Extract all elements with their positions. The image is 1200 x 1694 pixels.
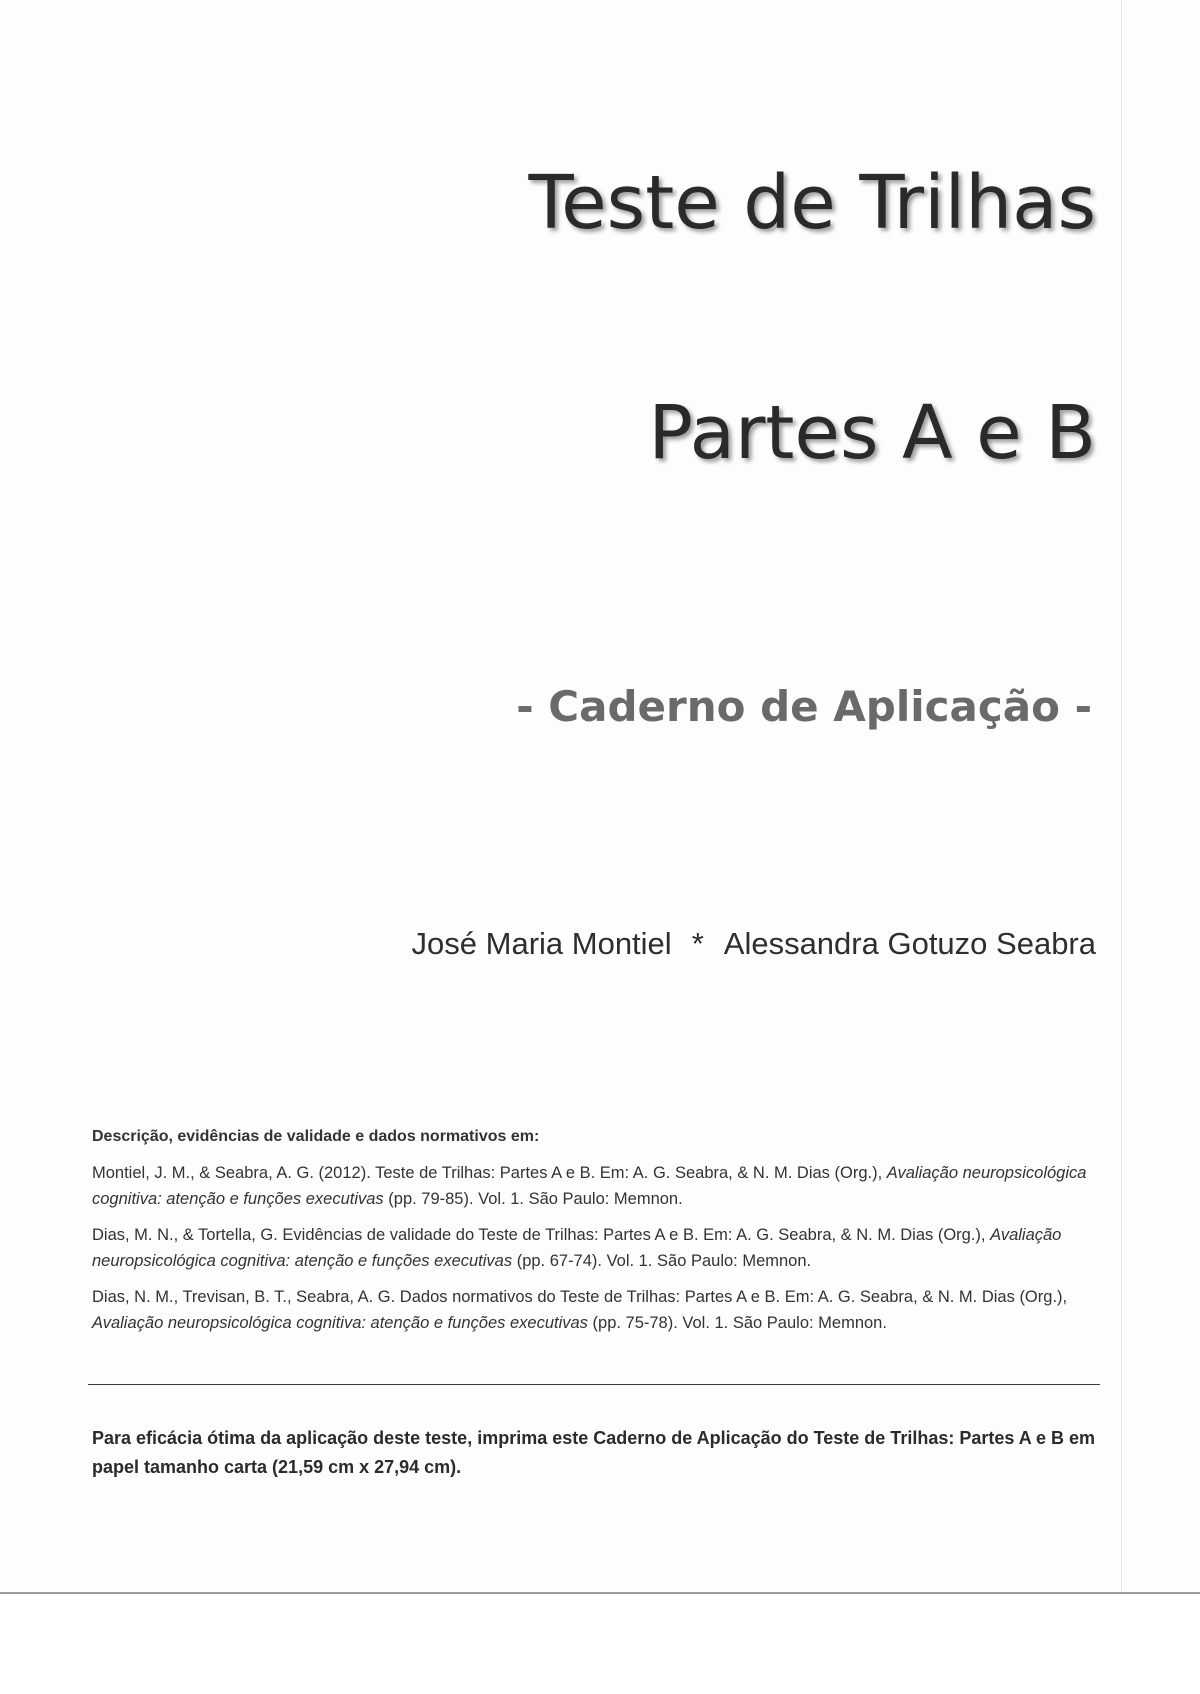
reference-text: (pp. 79-85). Vol. 1. São Paulo: Memnon.: [383, 1190, 683, 1208]
section-divider: [88, 1384, 1100, 1385]
page-edge-line: [1121, 0, 1122, 1600]
scan-margin: [0, 1594, 1200, 1694]
author-separator: *: [691, 926, 704, 961]
reference-book-title: Avaliação neuropsicológica cognitiva: atenção e funções executivas: [92, 1226, 1062, 1270]
document-title: Teste de Trilhas: [528, 160, 1096, 246]
reference-book-title: Avaliação neuropsicológica cognitiva: atenção e funções executivas: [92, 1164, 1087, 1208]
caderno-label: - Caderno de Aplicação -: [516, 682, 1092, 731]
reference-item: [92, 1284, 1102, 1336]
reference-text: Dias, M. N., & Tortella, G. Evidências de validade do Teste de Trilhas: Partes A e B. Em: A. G. Seabra, & N. M. Dias (Org.),: [92, 1226, 991, 1244]
authors-line: [412, 926, 1096, 962]
reference-item: [92, 1160, 1102, 1212]
author-second: Alessandra Gotuzo Seabra: [723, 926, 1096, 961]
reference-text: (pp. 67-74). Vol. 1. São Paulo: Memnon.: [512, 1252, 812, 1270]
reference-text: (pp. 75-78). Vol. 1. São Paulo: Memnon.: [587, 1314, 887, 1332]
reference-text: Montiel, J. M., & Seabra, A. G. (2012). Teste de Trilhas: Partes A e B. Em: A. G. Seabra, & N. M. Dias (Org.),: [92, 1164, 887, 1182]
reference-text: Dias, N. M., Trevisan, B. T., Seabra, A. G. Dados normativos do Teste de Trilhas: Partes A e B. Em: A. G. Seabra, & N. M. Dias (Org.),: [92, 1288, 1068, 1306]
reference-book-title: Avaliação neuropsicológica cognitiva: atenção e funções executivas: [92, 1314, 588, 1332]
reference-item: [92, 1222, 1102, 1274]
references-section: [92, 1124, 1102, 1346]
print-notice: Para eficácia ótima da aplicação deste teste, imprima este Caderno de Aplicação do Teste de Trilhas: Partes A e B em papel tamanho carta (21,59 cm x 27,94 cm).: [92, 1428, 1096, 1477]
author-first: José Maria Montiel: [411, 926, 672, 961]
references-heading: Descrição, evidências de validade e dados normativos em:: [92, 1128, 540, 1145]
document-subtitle: Partes A e B: [648, 390, 1096, 476]
